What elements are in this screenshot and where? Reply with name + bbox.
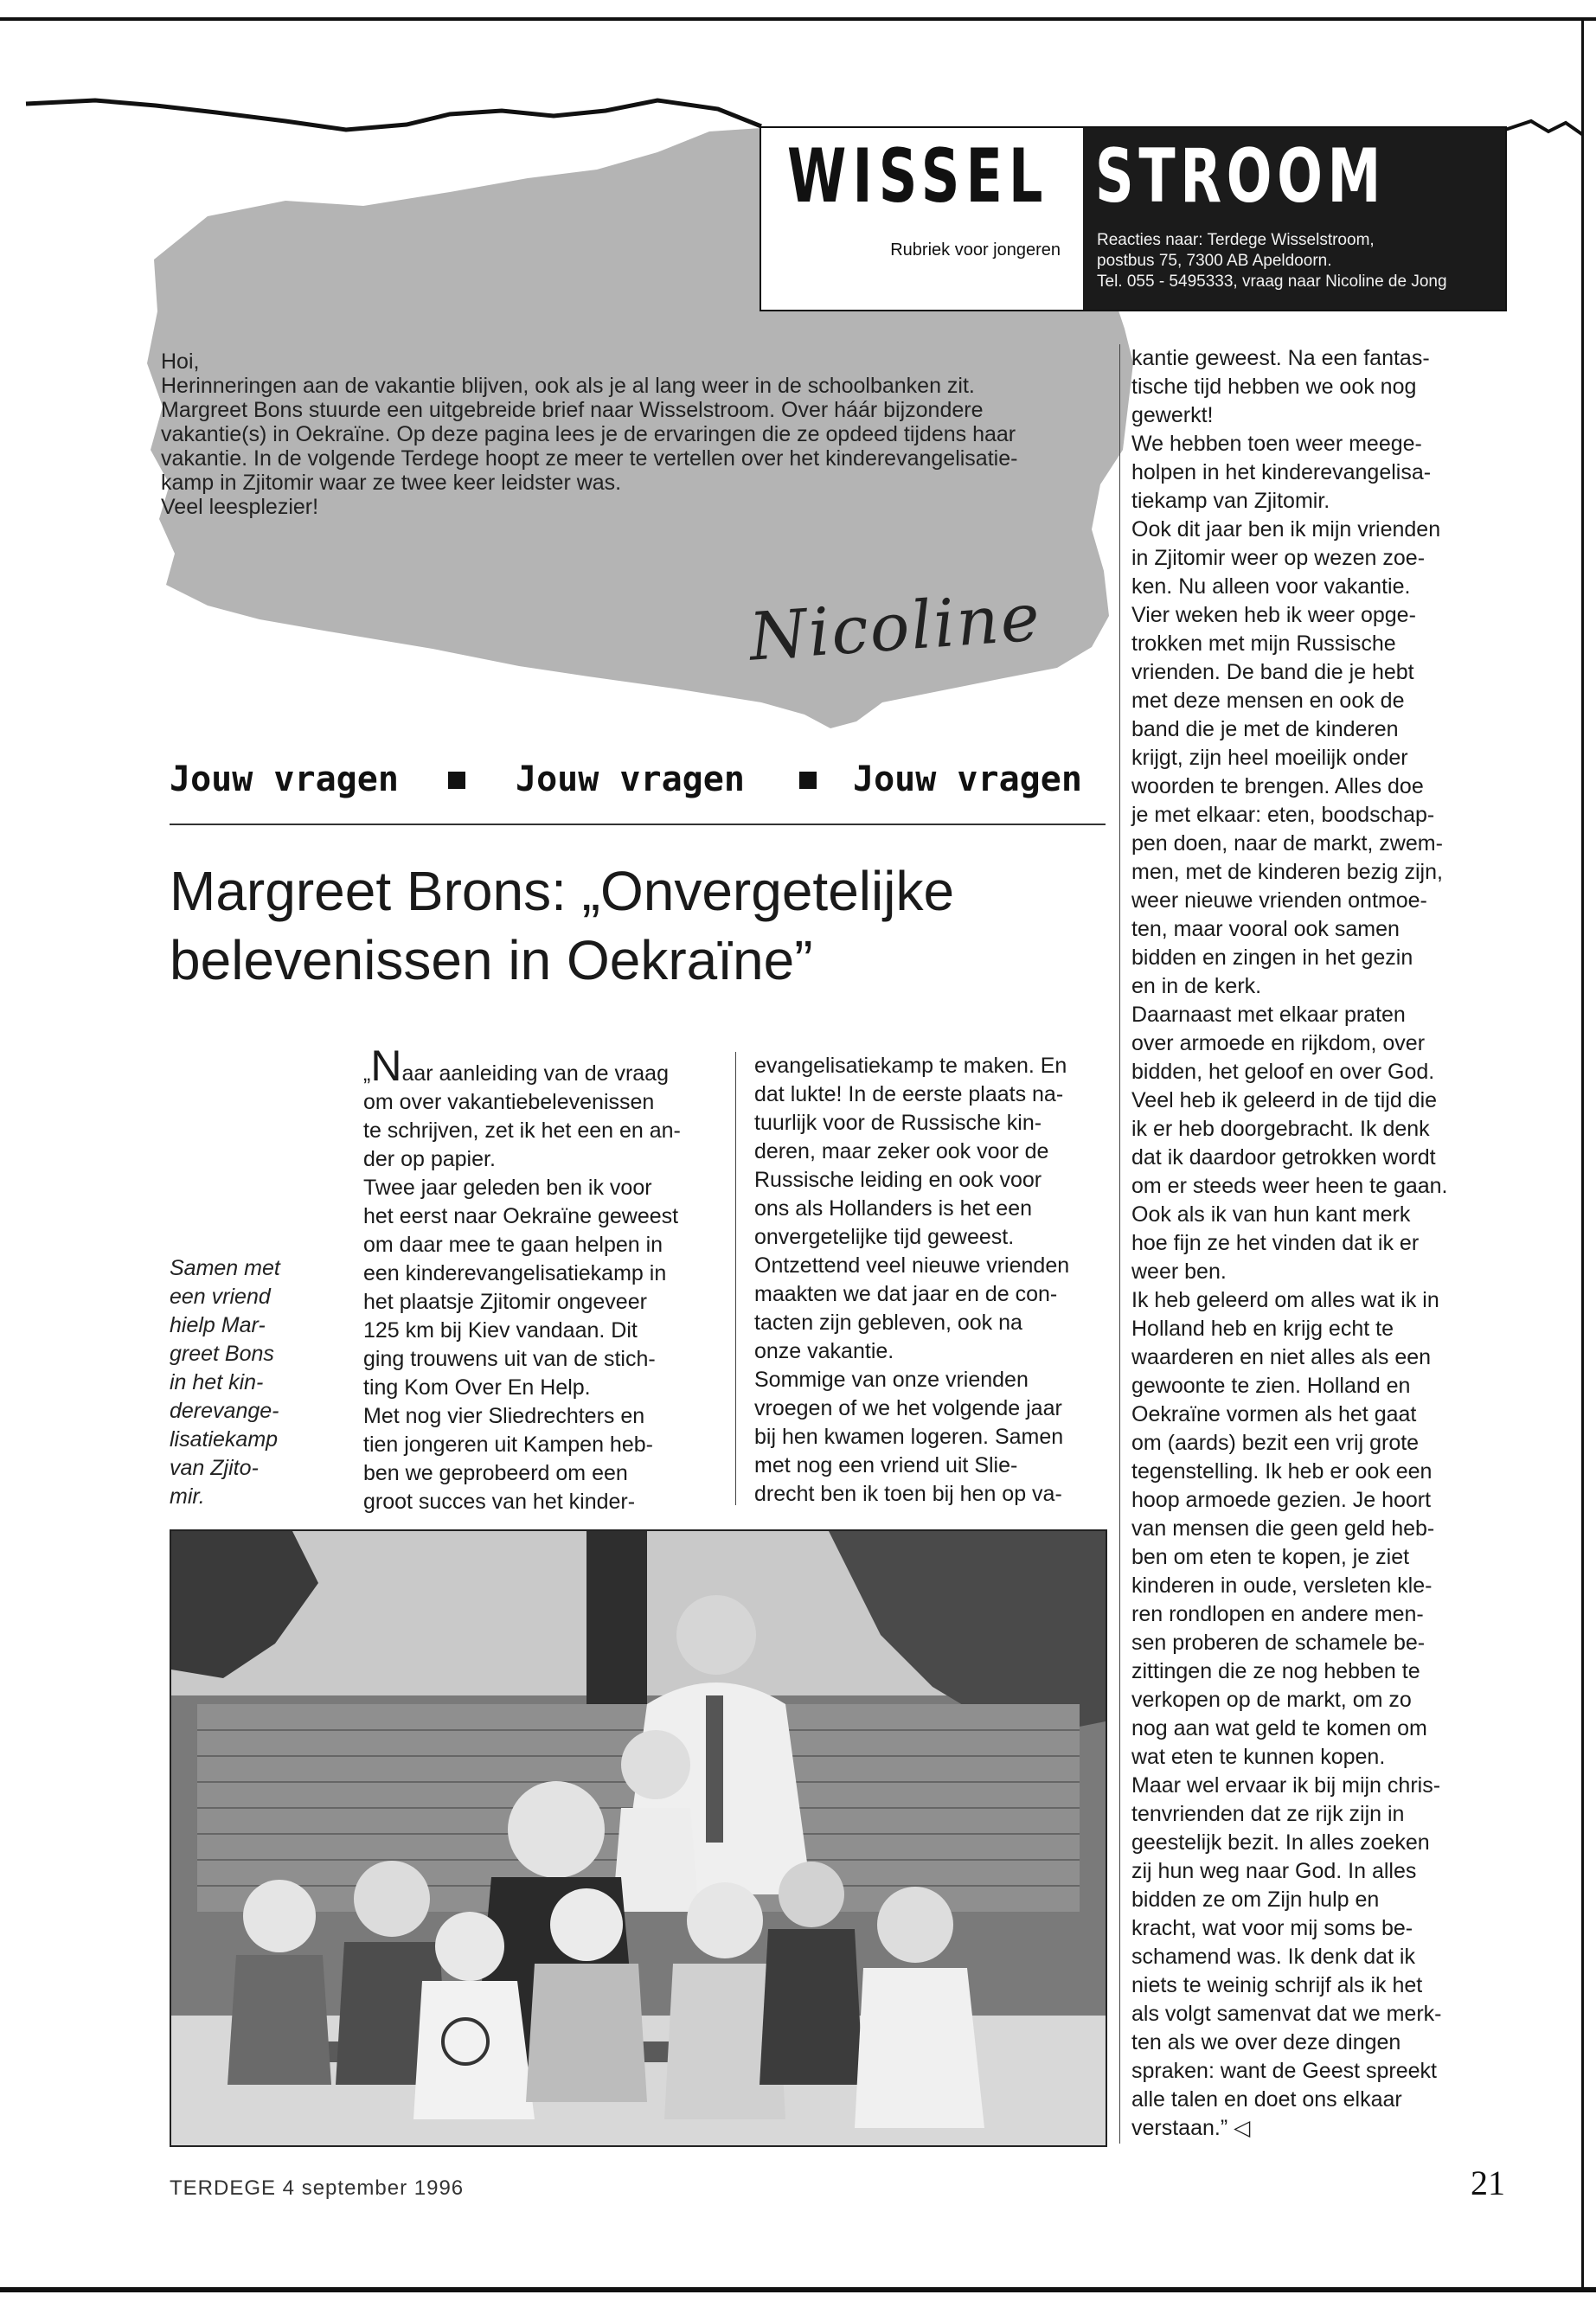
article-line: groot succes van het kinder- [363,1490,636,1514]
section-kickers [170,760,1121,811]
article-line: ben om eten te kopen, je ziet [1131,1545,1410,1569]
article-line: woorden te brengen. Alles doe [1131,774,1424,798]
intro-closing: Veel leesplezier! [161,495,319,519]
article-line: dat ik daardoor getrokken wordt [1131,1145,1436,1170]
article-line: deren, maar zeker ook voor de [754,1139,1049,1163]
article-line: Veel heb ik geleerd in de tijd die [1131,1088,1438,1112]
article-line: ren rondlopen en andere men- [1131,1602,1424,1626]
article-line: verkopen op de markt, om zo [1131,1688,1412,1712]
article-line: vroegen of we het volgende jaar [754,1396,1062,1420]
article-line: Russische leiding en ook voor [754,1168,1042,1192]
footer-publication: TERDEGE 4 september 1996 [170,2176,465,2200]
article-line: kantie geweest. Na een fantas- [1131,346,1430,370]
article-line: We hebben toen weer meege- [1131,432,1422,456]
headline-line: Margreet Brons: „Onvergetelijke [170,860,955,922]
article-line: 125 km bij Kiev vandaan. Dit [363,1318,638,1343]
article-line: kracht, wat voor mij soms be- [1131,1916,1413,1940]
tear-line [26,100,761,130]
masthead-subtitle: Rubriek voor jongeren [890,240,1061,260]
article-line: onvergetelijke tijd geweest. [754,1225,1015,1249]
article-headline [170,856,1106,995]
kicker-rule [170,824,1106,825]
caption-line: mir. [170,1484,205,1509]
article-line: Ik heb geleerd om alles wat ik in [1131,1288,1439,1312]
article-line: band die je met de kinderen [1131,717,1399,741]
intro-line: Margreet Bons stuurde een uitgebreide brief naar Wisselstroom. Over háár bijzondere [161,398,984,422]
article-line: dat lukte! In de eerste plaats na- [754,1082,1064,1106]
kicker-jouw-vragen: Jouw vragen [853,760,1082,799]
masthead-contact [1097,230,1502,292]
article-line: om over vakantiebelevenissen [363,1090,655,1114]
article-line: tenvrienden dat ze rijk zijn in [1131,1802,1405,1826]
caption-line: Samen met [170,1256,280,1280]
article-line: ik er heb doorgebracht. Ik denk [1131,1117,1430,1141]
article-line: men, met de kinderen bezig zijn, [1131,860,1443,884]
intro-line: vakantie. In de volgende Terdege hoopt ze meer te vertellen over het kinderevangelisatie- [161,446,1018,471]
article-line: sen proberen de schamele be- [1131,1631,1426,1655]
article-line: Oekraïne vormen als het gaat [1131,1402,1417,1426]
article-line: evangelisatiekamp te maken. En [754,1054,1067,1078]
article-line: tiekamp van Zjitomir. [1131,489,1330,513]
article-line: bidden ze om Zijn hulp en [1131,1888,1380,1912]
article-line: wat eten te kunnen kopen. [1131,1745,1386,1769]
article-line: om (aards) bezit een vrij grote [1131,1431,1420,1455]
article-line: bidden en zingen in het gezin [1131,945,1413,970]
article-line: krijgt, zijn heel moeilijk onder [1131,746,1408,770]
article-line: Daarnaast met elkaar praten [1131,1003,1406,1027]
page-number: 21 [1471,2163,1505,2202]
column-divider [735,1052,736,1505]
article-line: over armoede en rijkdom, over [1131,1031,1426,1055]
article-line: Ontzettend veel nieuwe vrienden [754,1253,1070,1278]
article-line: het plaatsje Zjitomir ongeveer [363,1290,647,1314]
intro-line: vakantie(s) in Oekraïne. Op deze pagina lees je de ervaringen die ze opdeed tijdens haar [161,422,1016,446]
caption-line: in het kin- [170,1370,264,1394]
caption-line: lisatiekamp [170,1427,279,1452]
article-line: tacten zijn gebleven, ook na [754,1311,1022,1335]
intro-line: Herinneringen aan de vakantie blijven, ook als je al lang weer in de schoolbanken zit. [161,374,975,398]
article-line: ting Kom Over En Help. [363,1375,591,1400]
group-photo [170,1529,1107,2147]
article-line: het eerst naar Oekraïne geweest [363,1204,679,1228]
article-line: drecht ben ik toen bij hen op va- [754,1482,1062,1506]
bottom-border-line [0,2287,1596,2292]
article-line: bij hen kwamen logeren. Samen [754,1425,1064,1449]
contact-line: Tel. 055 - 5495333, vraag naar Nicoline de Jong [1097,272,1447,291]
article-column-2 [754,1052,1118,1509]
article-line: weer ben. [1131,1259,1227,1284]
article-line: Twee jaar geleden ben ik voor [363,1176,652,1200]
article-line: Maar wel ervaar ik bij mijn chris- [1131,1773,1441,1798]
column-divider [1119,344,1120,2144]
article-first-line [363,1042,727,1090]
caption-line: derevange- [170,1399,279,1423]
article-line: ons als Hollanders is het een [754,1196,1033,1221]
article-line: geestelijk bezit. In alles zoeken [1131,1830,1430,1855]
article-line: Met nog vier Sliedrechters en [363,1404,645,1428]
article-line: in Zjitomir weer op wezen zoe- [1131,546,1426,570]
article-line: niets te weinig schrijf als ik het [1131,1973,1423,1997]
caption-line: hielp Mar- [170,1313,266,1337]
kicker-jouw-vragen: Jouw vragen [170,760,399,799]
article-line: met deze mensen en ook de [1131,689,1405,713]
article-line: ten als we over deze dingen [1131,2030,1401,2054]
article-line: van mensen die geen geld heb- [1131,1516,1435,1541]
contact-line: postbus 75, 7300 AB Apeldoorn. [1097,252,1332,270]
headline-line: belevenissen in Oekraïne” [170,929,813,991]
intro-line: kamp in Zjitomir waar ze twee keer leidster was. [161,471,622,495]
dropcap-letter: N [370,1042,402,1090]
kicker-jouw-vragen: Jouw vragen [516,760,745,799]
article-line: om daar mee te gaan helpen in [363,1233,663,1257]
article-line: spraken: want de Geest spreekt [1131,2059,1437,2083]
caption-line: van Zjito- [170,1456,259,1480]
article-line: weer nieuwe vrienden ontmoe- [1131,888,1427,913]
intro-text [161,349,1104,519]
article-line: ging trouwens uit van de stich- [363,1347,656,1371]
article-line: pen doen, naar de markt, zwem- [1131,831,1443,856]
masthead-left-panel [761,128,1083,310]
article-line: tien jongeren uit Kampen heb- [363,1433,653,1457]
caption-line: greet Bons [170,1342,274,1366]
article-line: als volgt samenvat dat we merk- [1131,2002,1442,2026]
article-line: met nog een vriend uit Slie- [754,1453,1018,1477]
dropcap-quote: „ [363,1061,371,1086]
article-line: Holland heb en krijg echt te [1131,1317,1394,1341]
article-line: holpen in het kinderevangelisa- [1131,460,1432,484]
contact-line: Reacties naar: Terdege Wisselstroom, [1097,231,1375,249]
article-line: onze vakantie. [754,1339,894,1363]
article-line: alle talen en doet ons elkaar [1131,2087,1402,2112]
square-bullet-icon [799,772,817,789]
article-column-3 [1131,344,1538,2143]
article-line: om er steeds weer heen te gaan. [1131,1174,1448,1198]
first-line-text: aar aanleiding van de vraag [401,1061,669,1086]
article-line: tuurlijk voor de Russische kin- [754,1111,1042,1135]
photo-caption [170,1254,325,1511]
article-line: zij hun weg naar God. In alles [1131,1859,1417,1883]
article-line: hoe fijn ze het vinden dat ik er [1131,1231,1420,1255]
article-line: zittingen die ze nog hebben te [1131,1659,1420,1683]
article-line: Sommige van onze vrienden [754,1368,1029,1392]
masthead-title-right: STROOM [1095,133,1386,220]
intro-greeting: Hoi, [161,349,200,374]
article-line: tische tijd hebben we ook nog [1131,375,1417,399]
article-line: Vier weken heb ik weer opge- [1131,603,1416,627]
article-line: trokken met mijn Russische [1131,631,1396,656]
tear-line-right [1505,121,1583,135]
masthead-title-left: WISSEL [787,133,1049,220]
article-line: ken. Nu alleen voor vakantie. [1131,574,1411,599]
article-line: bidden, het geloof en over God. [1131,1060,1435,1084]
masthead [760,126,1507,311]
article-column-1 [363,1042,727,1516]
article-line: ben we geprobeerd om een [363,1461,628,1485]
article-line: gewerkt! [1131,403,1214,427]
article-line: nog aan wat geld te komen om [1131,1716,1427,1740]
masthead-right-panel [1083,128,1505,310]
article-line: gewoonte te zien. Holland en [1131,1374,1411,1398]
article-line: kinderen in oude, versleten kle- [1131,1574,1433,1598]
article-line: Ook als ik van hun kant merk [1131,1202,1411,1227]
signature: Nicoline [747,578,1044,676]
article-line: verstaan.” ◁ [1131,2116,1251,2140]
article-line: ten, maar vooral ook samen [1131,917,1400,941]
caption-line: een vriend [170,1285,271,1309]
article-line: der op papier. [363,1147,496,1171]
article-line: te schrijven, zet ik het een en an- [363,1118,681,1143]
group-photo-illustration [171,1531,1106,2145]
square-bullet-icon [448,772,465,789]
article-line: een kinderevangelisatiekamp in [363,1261,667,1285]
article-line: vrienden. De band die je hebt [1131,660,1414,684]
article-line: je met elkaar: eten, boodschap- [1131,803,1435,827]
article-line: tegenstelling. Ik heb er ook een [1131,1459,1433,1484]
article-line: hoop armoede gezien. Je hoort [1131,1488,1432,1512]
article-line: schamend was. Ik denk dat ik [1131,1945,1415,1969]
article-line: maakten we dat jaar en de con- [754,1282,1058,1306]
article-line: waarderen en niet alles als een [1131,1345,1432,1369]
article-line: en in de kerk. [1131,974,1262,998]
article-line: Ook dit jaar ben ik mijn vrienden [1131,517,1441,542]
